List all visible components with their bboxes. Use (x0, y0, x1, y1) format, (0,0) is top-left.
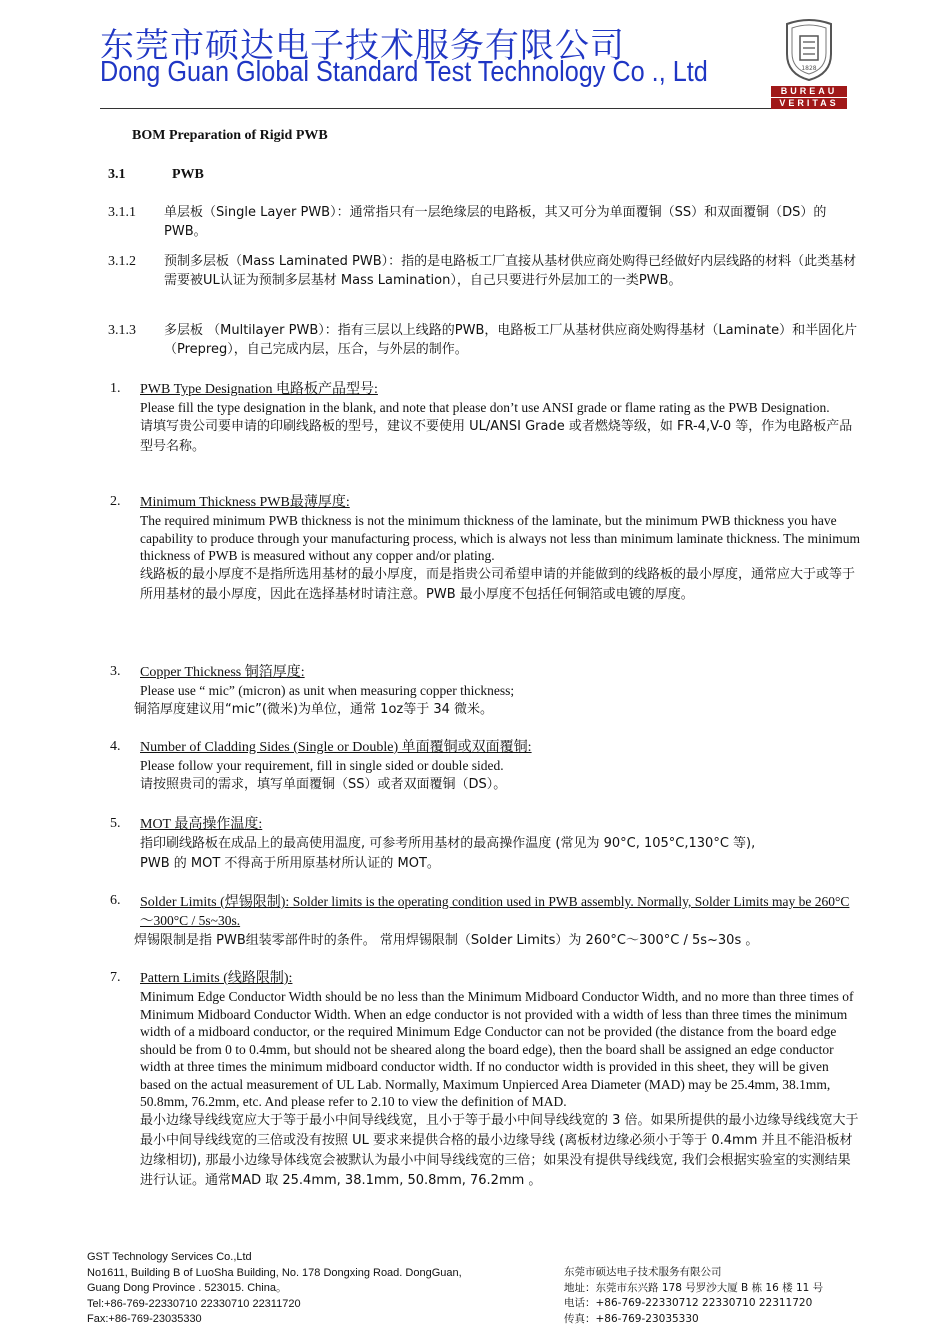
footer-contact-en (87, 1250, 462, 1328)
item-text-cn: 请按照贵司的需求，填写单面覆铜（SS）或者双面覆铜（DS）。 (140, 776, 507, 792)
subsection-text: 预制多层板（Mass Laminated PWB）：指的是电路板工厂直接从基材供应商处购得已经做好内层线路的材料（此类基材需要被UL认证为预制多层基材 Mass Lamination），自己只要进行外层加工的一类PWB。 (164, 254, 857, 288)
item-5 (110, 816, 862, 874)
item-number: 6. (110, 893, 121, 908)
item-number: 5. (110, 816, 121, 831)
item-text-en: Minimum Edge Conductor Width should be no less than the Minimum Midboard Conductor Width, and no more than three times of Minimum Midboard Conductor Width. When an edge conductor is not provided with a width of less than three times the minimum width of a midboard conductor, or the required Minimum Edge Conductor can not be provided (the distance from the board edge should be from 0 to 0.4mm, but should not be sheared along the board edge), then the board shall be assigned an edge conductor width at three times the minimum midboard conductor width. If no conductor width is provided in this sheet, they will be given based on the actual measurement of UL Lab. Normally, Maximum Unpierced Area Diameter (MAD) may be 25.4mm, 38.1mm, 50.8mm, 76.2mm, etc. And please refer to 2.10 to view the definition of MAD. (140, 989, 854, 1109)
footer-company-cn: 东莞市硕达电子技术服务有限公司 (564, 1266, 722, 1278)
item-heading-with-text (140, 893, 862, 931)
item-number: 1. (110, 381, 121, 396)
subsection-number: 3.1.1 (108, 205, 136, 220)
footer-tel-cn: 电话：+86-769-22330712 22330710 22311720 (564, 1297, 813, 1309)
item-text-cn: 请填写贵公司要申请的印刷线路板的型号，建议不要使用 UL/ANSI Grade 或者燃烧等级，如 FR-4,V-0 等，作为电路板产品型号名称。 (140, 418, 853, 454)
item-text-en: Please use “ mic” (micron) as unit when measuring copper thickness; (140, 683, 515, 698)
header-divider (100, 108, 846, 109)
item-7 (110, 970, 862, 1191)
subsection-text: 多层板 （Multilayer PWB）：指有三层以上线路的PWB，电路板工厂从基材供应商处购得基材（Laminate）和半固化片（Prepreg），自己完成内层，压合，与外层的制作。 (164, 323, 858, 357)
item-text-cn-line: 指印刷线路板在成品上的最高使用温度, 可参考所用基材的最高操作温度 (常见为 90°C, 105°C,130°C 等), (140, 836, 756, 851)
subsection-text: 单层板（Single Layer PWB）：通常指只有一层绝缘层的电路板，其又可分为单面覆铜（SS）和双面覆铜（DS）的PWB。 (164, 205, 827, 239)
item-heading: Number of Cladding Sides (Single or Double) 单面覆铜或双面覆铜: (140, 740, 532, 755)
item-text-en: Please fill the type designation in the blank, and note that please don’t use ANSI grade or flame rating as the PWB Designation. (140, 400, 830, 415)
item-1 (110, 381, 862, 457)
item-heading: Minimum Thickness PWB最薄厚度: (140, 495, 350, 510)
item-heading: Pattern Limits (线路限制): (140, 971, 293, 986)
item-number: 3. (110, 664, 121, 679)
item-heading: Solder Limits (焊锡限制): (140, 895, 290, 910)
bureau-veritas-seal-icon (781, 18, 837, 82)
item-text-en: Solder limits is the operating condition used in PWB assembly. Normally, Solder Limits may be 260°C～300°C / 5s~30s. (140, 894, 850, 928)
item-number: 4. (110, 739, 121, 754)
document-title: BOM Preparation of Rigid PWB (132, 128, 328, 143)
item-text-cn: 焊锡限制是指 PWB组装零部件时的条件。 常用焊锡限制（Solder Limits）为 260°C～300°C / 5s~30s 。 (134, 933, 759, 948)
section-title: PWB (172, 167, 204, 182)
footer-address-cn: 地址：东莞市东兴路 178 号罗沙大厦 B 栋 16 楼 11 号 (564, 1281, 824, 1294)
section-number: 3.1 (108, 167, 126, 182)
footer-company-en: GST Technology Services Co.,Ltd (87, 1251, 252, 1263)
subsection-3-1-3 (108, 321, 858, 359)
footer-address-en-1: No1611, Building B of LuoSha Building, No. 178 Dongxing Road. DongGuan, (87, 1266, 462, 1279)
item-heading: PWB Type Designation 电路板产品型号: (140, 382, 378, 397)
footer-tel-en: Tel:+86-769-22330710 22330710 22311720 (87, 1297, 301, 1310)
item-heading: Copper Thickness 铜箔厚度: (140, 665, 305, 680)
company-name-en: Dong Guan Global Standard Test Technology Co ., Ltd (100, 56, 708, 88)
item-text-en: The required minimum PWB thickness is not the minimum thickness of the laminate, but the minimum PWB thickness you have capability to produce through your manufacturing process, which is always not less than minimum laminate thickness. The minimum thickness of PWB is measured without any copper and/or plating. (140, 513, 860, 563)
logo-band-bureau: BUREAU (771, 86, 847, 97)
subsection-number: 3.1.3 (108, 323, 136, 338)
item-heading: MOT 最高操作温度: (140, 817, 263, 832)
subsection-3-1-2 (108, 252, 858, 290)
footer-fax-en: Fax:+86-769-23035330 (87, 1313, 202, 1325)
footer-contact-cn (564, 1265, 823, 1327)
item-6 (110, 893, 862, 951)
company-name-cn: 东莞市硕达电子技术服务有限公司 (100, 26, 625, 66)
item-3 (110, 664, 862, 720)
footer-fax-cn: 传真：+86-769-23035330 (564, 1312, 699, 1325)
logo-band-veritas: VERITAS (771, 98, 847, 109)
item-4 (110, 739, 862, 795)
subsection-number: 3.1.2 (108, 254, 136, 269)
item-number: 7. (110, 970, 121, 985)
item-number: 2. (110, 494, 121, 509)
item-text-cn: 铜箔厚度建议用“mic”(微米)为单位，通常 1oz等于 34 微米。 (134, 701, 494, 717)
item-text-cn: 线路板的最小厚度不是指所选用基材的最小厚度，而是指贵公司希望申请的并能做到的线路板的最小厚度，通常应大于或等于所用基材的最小厚度，因此在选择基材时请注意。PWB 最小厚度不包括任何铜箔或电镀的厚度。 (140, 566, 856, 602)
footer-address-en-2: Guang Dong Province . 523015. China。 (87, 1282, 287, 1294)
bureau-veritas-logo (771, 18, 847, 110)
svg-text:1828: 1828 (801, 65, 817, 72)
item-text-cn: 最小边缘导线线宽应大于等于最小中间导线线宽，且小于等于最小中间导线线宽的 3 倍。如果所提供的最小边缘导线线宽大于最小中间导线线宽的三倍或没有按照 UL 要求来提供合格的最小边缘导线 (离板材边缘必须小于等于 0.4mm 并且不能沿板材边缘相切), 那最小边缘导体线宽会被默认为最小中间导线线宽的三倍；如果没有提供导线线宽, 我们会根据实验室的实测结果进行认证。通常MAD 取 25.4mm, 38.1mm, 50.8mm, 76.2mm 。 (140, 1112, 859, 1188)
item-text-en: Please follow your requirement, fill in single sided or double sided. (140, 758, 504, 773)
subsection-3-1-1 (108, 203, 858, 241)
item-2 (110, 494, 862, 605)
item-text-cn-line: PWB 的 MOT 不得高于所用原基材所认证的 MOT。 (140, 856, 440, 871)
